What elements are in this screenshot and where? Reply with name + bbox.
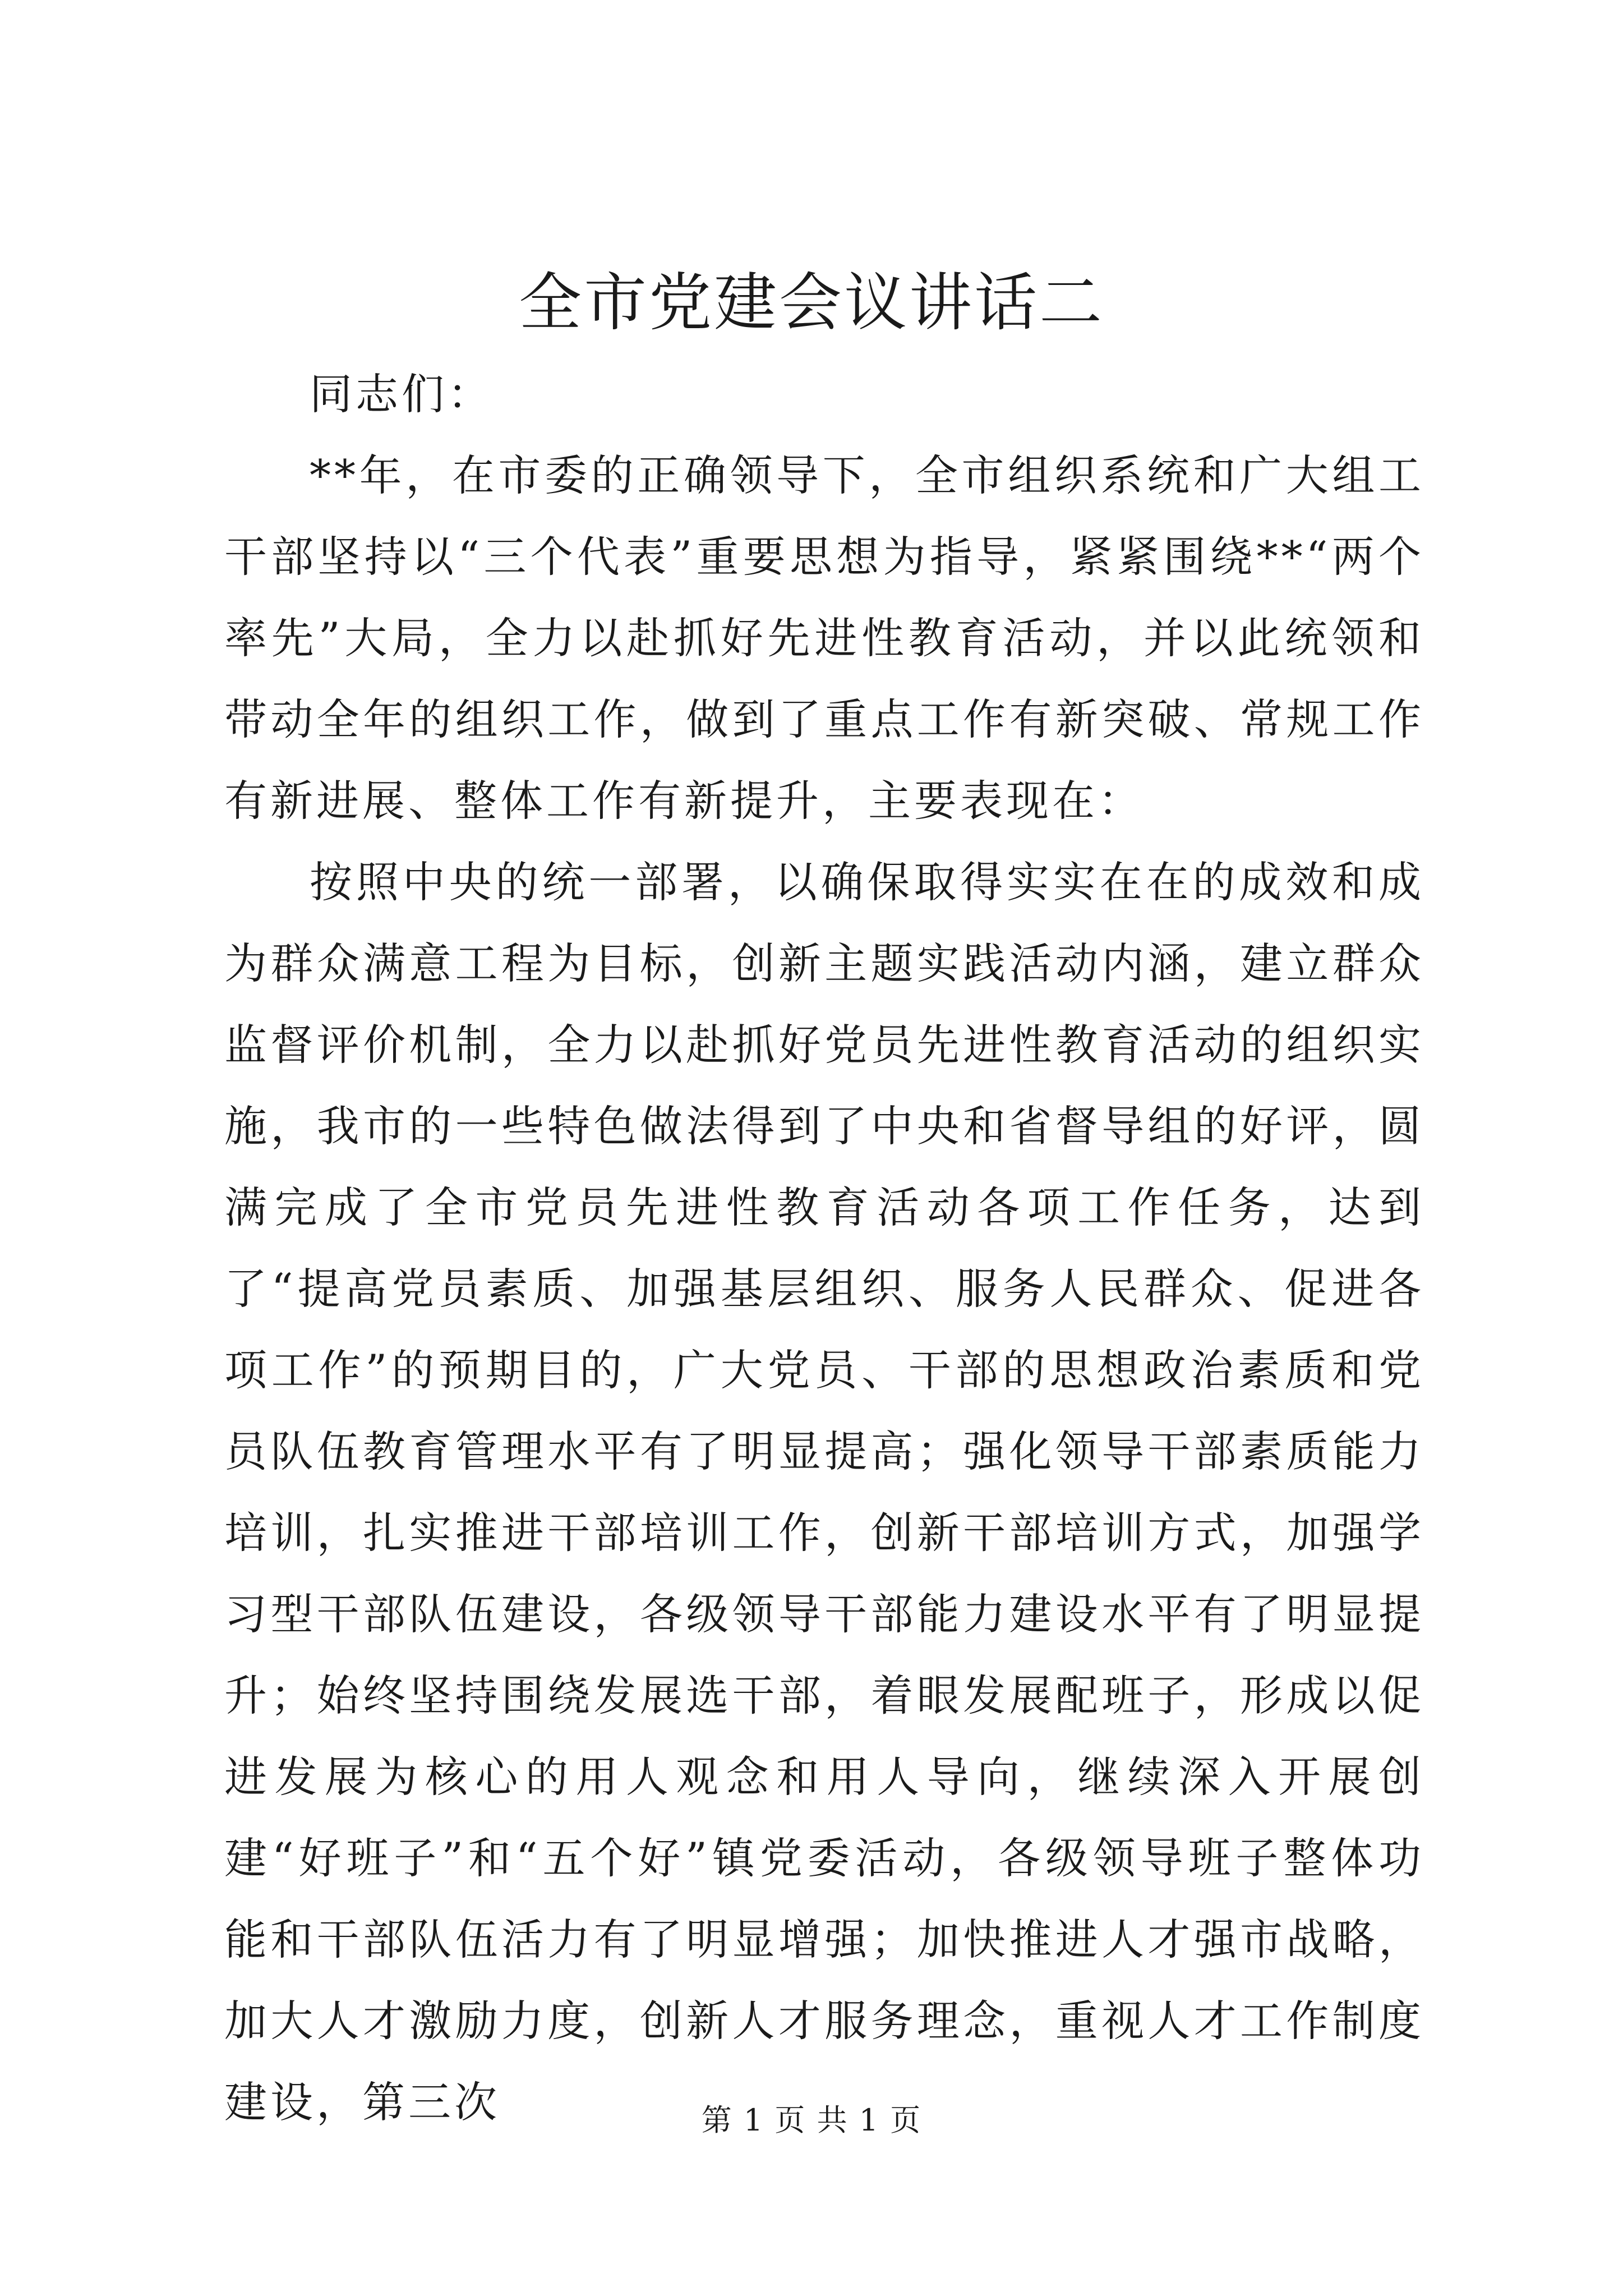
- paragraph-1: **年，在市委的正确领导下，全市组织系统和广大组工干部坚持以“三个代表”重要思想为指导，紧紧围绕**“两个率先”大局，全力以赴抓好先进性教育活动，并以此统领和带动全年的组织工作，做到了重点工作有新突破、常规工作有新进展、整体工作有新提升，主要表现在：: [224, 450, 1424, 826]
- document-title: 全市党建会议讲话二: [519, 266, 1104, 339]
- document-body: [224, 353, 1424, 2143]
- page-footer: 第 1 页 共 1 页: [701, 2102, 922, 2138]
- paragraph-2: 按照中央的统一部署，以确保取得实实在在的成效和成为群众满意工程为目标，创新主题实践活动内涵，建立群众监督评价机制，全力以赴抓好党员先进性教育活动的组织实施，我市的一些特色做法得到了中央和省督导组的好评，圆满完成了全市党员先进性教育活动各项工作任务，达到了“提高党员素质、加强基层组织、服务人民群众、促进各项工作”的预期目的，广大党员、干部的思想政治素质和党员队伍教育管理水平有了明显提高；强化领导干部素质能力培训，扎实推进干部培训工作，创新干部培训方式，加强学习型干部队伍建设，各级领导干部能力建设水平有了明显提升；始终坚持围绕发展选干部，着眼发展配班子，形成以促进发展为核心的用人观念和用人导向，继续深入开展创建“好班子”和“五个好”镇党委活动，各级领导班子整体功能和干部队伍活力有了明显增强；加快推进人才强市战略，加大人才激励力度，创新人才服务理念，重视人才工作制度建设，第三次: [224, 857, 1424, 2127]
- salutation: 同志们：: [310, 369, 494, 419]
